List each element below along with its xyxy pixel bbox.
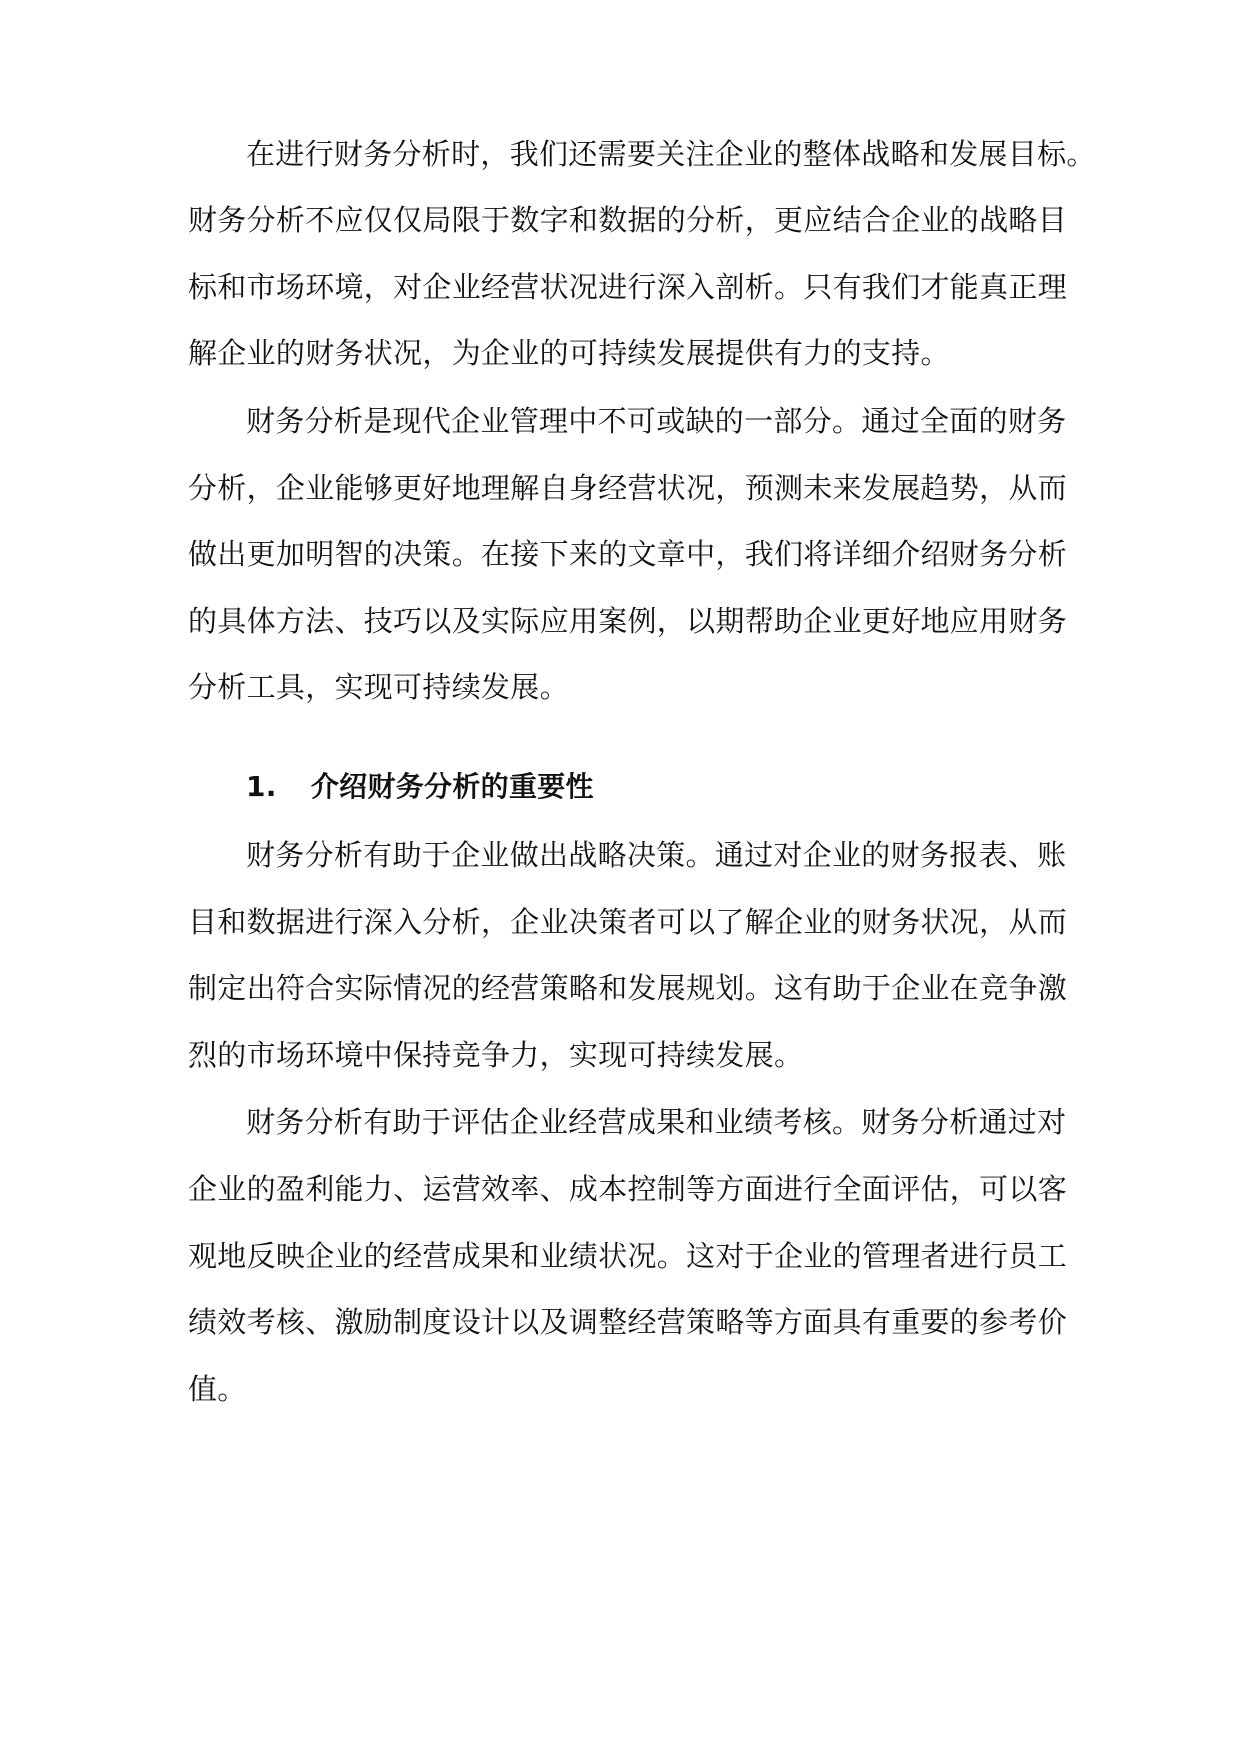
section-heading xyxy=(246,767,1126,807)
section-heading-number: 1. xyxy=(246,770,277,803)
section-heading-text: 介绍财务分析的重要性 xyxy=(310,770,594,803)
paragraph-2-line-5: 分析工具，实现可持续发展。 xyxy=(188,670,569,704)
paragraph-4-line-2: 企业的盈利能力、运营效率、成本控制等方面进行全面评估，可以客 xyxy=(188,1172,1068,1206)
paragraph-4-line-3: 观地反映企业的经营成果和业绩状况。这对于企业的管理者进行员工 xyxy=(188,1239,1068,1273)
paragraph-1-line-4: 解企业的财务状况，为企业的可持续发展提供有力的支持。 xyxy=(188,336,950,370)
paragraph-3-line-3: 制定出符合实际情况的经营策略和发展规划。这有助于企业在竞争激 xyxy=(188,971,1068,1005)
paragraph-3-line-1: 财务分析有助于企业做出战略决策。通过对企业的财务报表、账 xyxy=(246,838,1067,872)
paragraph-1-line-2: 财务分析不应仅仅局限于数字和数据的分析，更应结合企业的战略目 xyxy=(188,203,1068,237)
paragraph-4-line-1: 财务分析有助于评估企业经营成果和业绩考核。财务分析通过对 xyxy=(246,1105,1067,1139)
paragraph-4-line-4: 绩效考核、激励制度设计以及调整经营策略等方面具有重要的参考价 xyxy=(188,1305,1068,1339)
paragraph-1-line-3: 标和市场环境，对企业经营状况进行深入剖析。只有我们才能真正理 xyxy=(188,270,1068,304)
paragraph-2-line-1: 财务分析是现代企业管理中不可或缺的一部分。通过全面的财务 xyxy=(246,404,1067,438)
paragraph-2-line-2: 分析，企业能够更好地理解自身经营状况，预测未来发展趋势，从而 xyxy=(188,471,1068,505)
paragraph-4-line-5: 值。 xyxy=(188,1372,247,1406)
paragraph-2-line-3: 做出更加明智的决策。在接下来的文章中，我们将详细介绍财务分析 xyxy=(188,537,1068,571)
paragraph-1-line-1: 在进行财务分析时，我们还需要关注企业的整体战略和发展目标。 xyxy=(246,137,1096,171)
paragraph-2-line-4: 的具体方法、技巧以及实际应用案例，以期帮助企业更好地应用财务 xyxy=(188,604,1068,638)
paragraph-3-line-2: 目和数据进行深入分析，企业决策者可以了解企业的财务状况，从而 xyxy=(188,905,1068,939)
paragraph-3-line-4: 烈的市场环境中保持竞争力，实现可持续发展。 xyxy=(188,1038,804,1072)
